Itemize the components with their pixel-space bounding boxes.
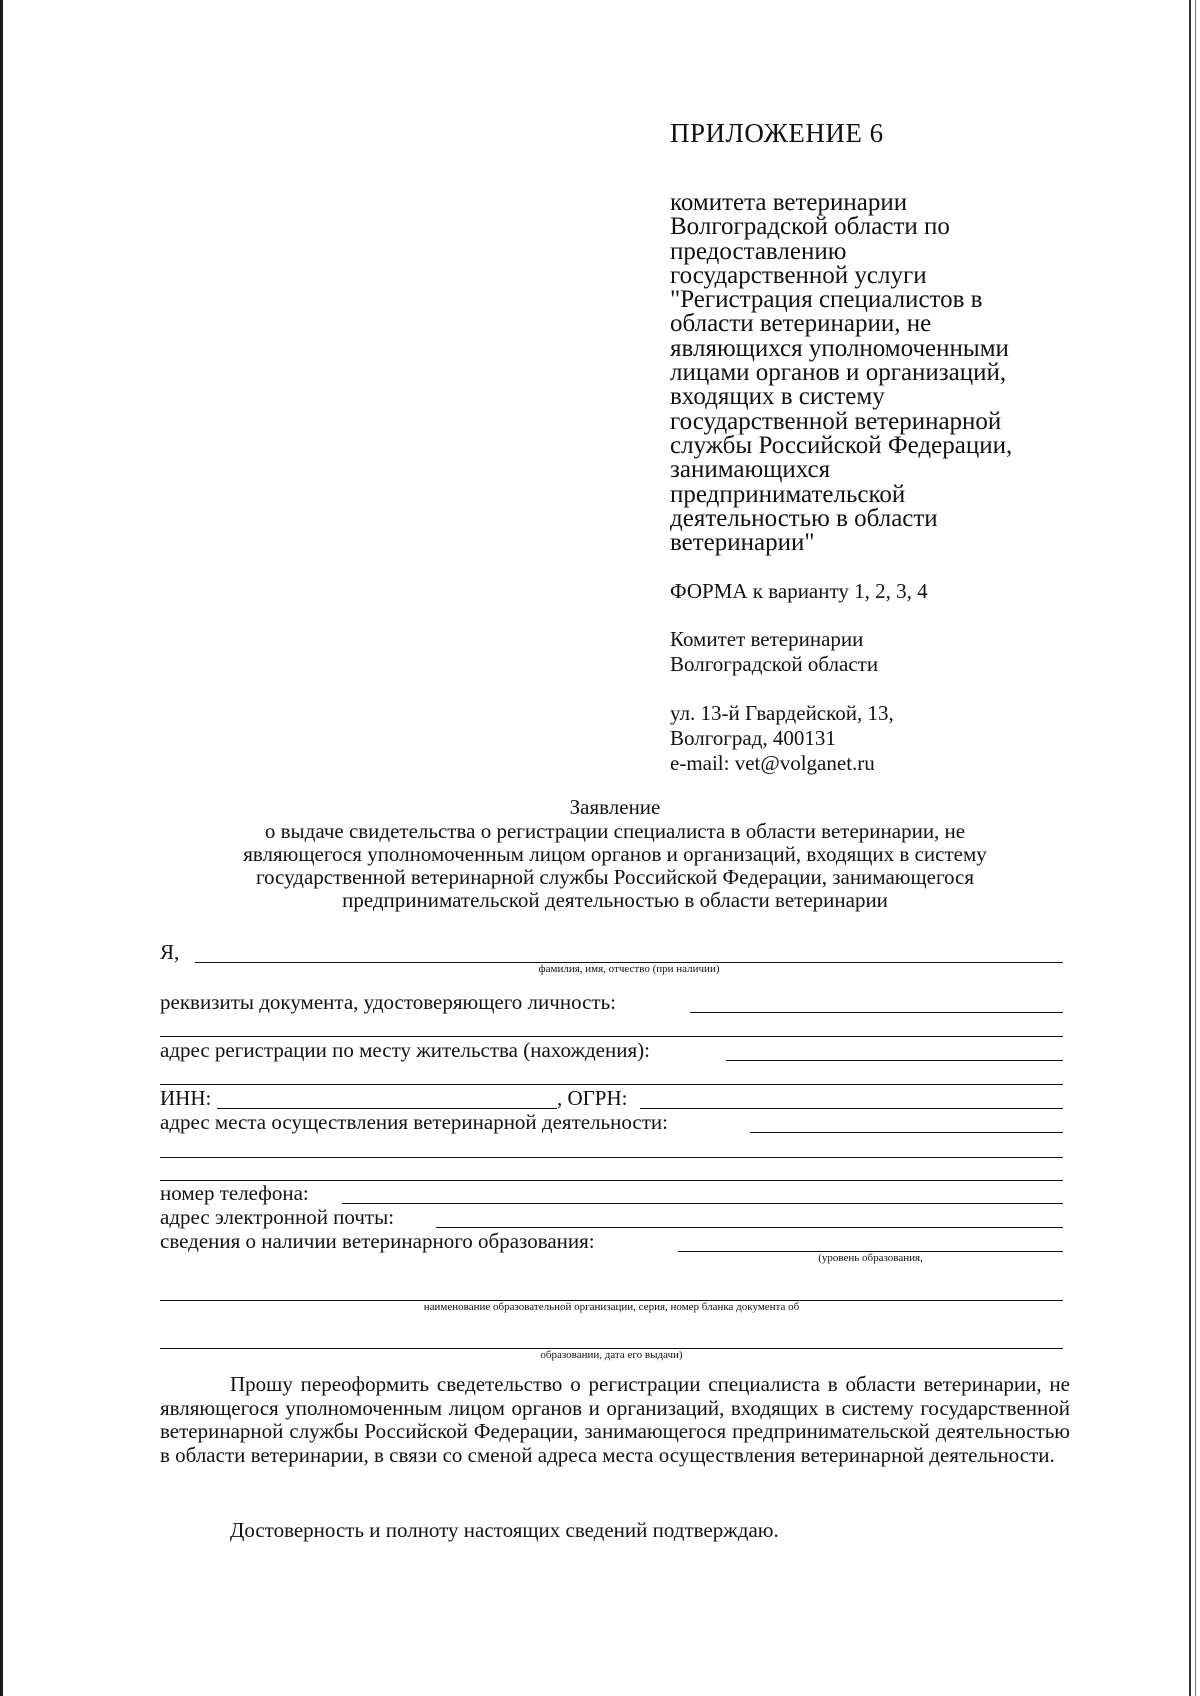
approved-line: Волгоградской области по xyxy=(670,213,950,241)
approved-line: деятельностью в области xyxy=(670,504,938,532)
confirmation-text: Достоверность и полноту настоящих сведений подтверждаю. xyxy=(230,1518,779,1542)
request-paragraph xyxy=(160,1373,1070,1467)
addressee-line: Комитет ветеринарии xyxy=(670,627,864,651)
phone-field-line[interactable] xyxy=(342,1203,1063,1204)
approved-line: "Регистрация специалистов в xyxy=(670,286,983,314)
subtitle-line: государственной ветеринарной службы Российской Федерации, занимающегося xyxy=(255,865,975,889)
education-caption-2: наименование образовательной организации, серия, номер бланка документа об xyxy=(423,1301,800,1313)
approved-line: государственной услуги xyxy=(670,261,927,289)
approved-line: ветеринарии" xyxy=(670,529,815,557)
address-block xyxy=(670,701,894,776)
subtitle-line: предпринимательской деятельностью в области ветеринарии xyxy=(342,888,888,912)
addressee-line: Волгоградской области xyxy=(670,652,879,676)
subtitle-line: являющегося уполномоченным лицом органов и организаций, входящих в систему xyxy=(243,842,987,866)
approved-line: комитета ветеринарии xyxy=(670,189,908,216)
reg-address-label: адрес регистрации по месту жительства (нахождения): xyxy=(160,1038,650,1062)
ogrn-field-line[interactable] xyxy=(640,1108,1063,1109)
approved-line: лицами органов и организаций, xyxy=(670,359,1007,387)
i-label: Я, xyxy=(160,940,180,964)
scan-page-edge-right-shadow xyxy=(1195,0,1196,1696)
approved-line: государственной ветеринарной xyxy=(670,407,1002,435)
id-doc-label: реквизиты документа, удостоверяющего личность: xyxy=(160,990,617,1014)
reg-address-field-line[interactable] xyxy=(726,1060,1063,1061)
approved-line: службы Российской Федерации, xyxy=(670,431,1013,459)
education-label: сведения о наличии ветеринарного образования: xyxy=(160,1229,595,1253)
id-doc-field-line[interactable] xyxy=(690,1012,1063,1013)
approved-line: предпринимательской xyxy=(670,480,906,508)
name-field-caption: фамилия, имя, отчество (при наличии) xyxy=(538,963,720,975)
email-label: адрес электронной почты: xyxy=(160,1205,395,1229)
approved-line: входящих в систему xyxy=(670,383,885,411)
id-doc-field-line-2[interactable] xyxy=(160,1036,1063,1037)
reg-address-field-line-2[interactable] xyxy=(160,1084,1063,1085)
approved-line: предоставлению xyxy=(670,237,847,265)
scan-page-edge-left xyxy=(0,0,3,1696)
address-email: e-mail: vet@volganet.ru xyxy=(670,751,875,775)
statement-subtitle xyxy=(160,820,1070,912)
statement-title: Заявление xyxy=(569,795,661,819)
inn-label: ИНН: xyxy=(160,1086,212,1110)
approved-line: занимающихся xyxy=(670,456,831,484)
activity-address-field-line-2[interactable] xyxy=(160,1157,1063,1158)
address-line: Волгоград, 400131 xyxy=(670,726,836,750)
request-text: Прошу переоформить сведетельство о регистрации специалиста в области ветеринарии, не являющегося уполномоченным лицом органов и организаций, входящих в систему государственной ветеринарной службы Российской Федерации, занимающегося предпринимательской деятельностью в области ветеринарии, в связи со сменой адреса места осуществления ветеринарной деятельности. xyxy=(160,1372,1070,1467)
form-variant: ФОРМА к варианту 1, 2, 3, 4 xyxy=(670,579,928,603)
email-field-line[interactable] xyxy=(436,1227,1063,1228)
education-caption-1: (уровень образования, xyxy=(818,1252,923,1264)
activity-address-label: адрес места осуществления ветеринарной деятельности: xyxy=(160,1110,668,1134)
approved-by-block xyxy=(670,191,1090,555)
ogrn-label: , ОГРН: xyxy=(557,1086,628,1110)
addressee-block xyxy=(670,627,878,677)
appendix-title: ПРИЛОЖЕНИЕ 6 xyxy=(670,118,884,148)
phone-label: номер телефона: xyxy=(160,1181,309,1205)
scan-page-edge-right xyxy=(1189,0,1191,1696)
approved-line: являющихся уполномоченными xyxy=(670,334,1009,362)
inn-field-line[interactable] xyxy=(217,1108,557,1109)
activity-address-field-line[interactable] xyxy=(750,1132,1063,1133)
subtitle-line: о выдаче свидетельства о регистрации специалиста в области ветеринарии, не xyxy=(264,819,966,843)
address-line: ул. 13-й Гвардейской, 13, xyxy=(670,701,894,725)
approved-line: области ветеринарии, не xyxy=(670,310,932,338)
education-caption-3: образовании, дата его выдачи) xyxy=(540,1349,683,1361)
